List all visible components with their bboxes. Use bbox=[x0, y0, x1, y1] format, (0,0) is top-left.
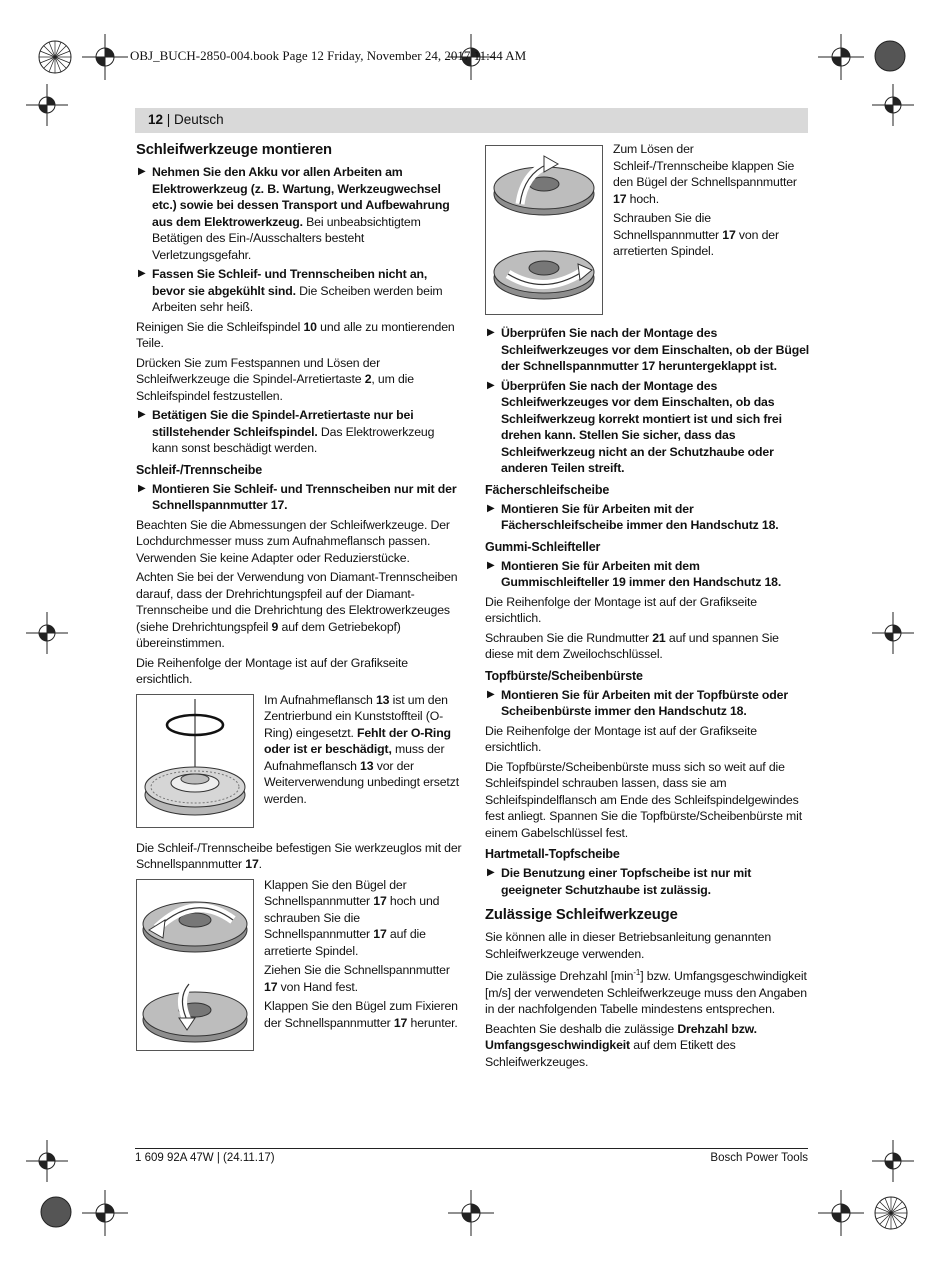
bullet-icon: ▶ bbox=[138, 409, 146, 420]
crosshair-mark-bottom-right bbox=[818, 1190, 864, 1236]
para-tool-free: Die Schleif-/Trennscheibe befestigen Sie werkzeuglos mit der Schnellspannmutter 17. bbox=[136, 840, 462, 871]
bullet-rubber-pad-guard bbox=[485, 558, 810, 591]
bullet-icon: ▶ bbox=[138, 166, 146, 177]
bullet-bold: Überprüfen Sie nach der Montage des Schleifwerkzeuges vor dem Einschalten, ob das Schleifwerkzeug korrekt montiert ist und sich frei drehen kann. Stellen Sie sicher, dass das Schleifwerkzeug nicht an der Schutzhaube oder anderen Teilen streift. bbox=[501, 378, 782, 475]
registration-mark-top-left bbox=[30, 32, 80, 82]
registration-mark-bottom-right bbox=[866, 1188, 916, 1238]
heading-mount-tools: Schleifwerkzeuge montieren bbox=[136, 142, 332, 158]
crosshair-mark-right-lower bbox=[872, 1140, 914, 1182]
crosshair-mark-right-upper bbox=[872, 84, 914, 126]
footer-rule bbox=[135, 1148, 808, 1149]
step-fold-down: Klappen Sie den Bügel zum Fixieren der Schnellspannmutter 17 herunter. bbox=[264, 999, 458, 1030]
para-round-nut: Schrauben Sie die Rundmutter 21 auf und spannen Sie diese mit dem Zweilochschlüssel. bbox=[485, 630, 779, 661]
bullet-check-mounting bbox=[485, 378, 810, 477]
heading-flap-disc: Fächerschleifscheibe bbox=[485, 482, 610, 497]
bullet-bold: Nehmen Sie den Akku vor allen Arbeiten am Elektrowerkzeug (z. B. Wartung, Werkzeugwechsel etc.) sowie bei dessen Transport und Aufbewahrung aus dem Elektrowerkzeug. bbox=[152, 165, 450, 229]
bullet-quick-nut bbox=[136, 481, 462, 514]
footer-brand: Bosch Power Tools bbox=[710, 1152, 808, 1164]
right-column bbox=[485, 141, 810, 1073]
crosshair-mark-left-upper bbox=[26, 84, 68, 126]
bullet-icon: ▶ bbox=[138, 482, 146, 494]
quick-nut-tighten-illustration bbox=[136, 879, 254, 1051]
bullet-bold: Überprüfen Sie nach der Montage des Schleifwerkzeuges vor dem Einschalten, ob der Bügel der Schnellspannmutter 17 heruntergeklappt ist. bbox=[501, 326, 810, 373]
crosshair-mark-top-right bbox=[818, 34, 864, 80]
o-ring-flange-illustration bbox=[136, 694, 254, 828]
bullet-bold: Montieren Sie für Arbeiten mit der Topfbürste oder Scheibenbürste immer den Handschutz 18. bbox=[501, 687, 788, 718]
bullet-rest: Bei unbeabsichtigtem Betätigen des Ein-/Ausschalters besteht Verletzungsgefahr. bbox=[152, 214, 421, 262]
step-unscrew-nut: Schrauben Sie die Schnellspannmutter 17 von der arretierten Spindel. bbox=[613, 211, 779, 258]
step-hand-tighten: Ziehen Sie die Schnellspannmutter 17 von Hand fest. bbox=[264, 963, 450, 994]
para-brush-mounting: Die Topfbürste/Scheibenbürste muss sich so weit auf die Schleifspindel schrauben lassen, dass sie am Schleifspindelflansch am Ende des Schleifspindelgewindes fest anliegt. Spannen Sie die Topfbürste/Scheibenbürste mit einem Gabelschlüssel fest. bbox=[485, 759, 802, 840]
gray-dot-mark-bottom-left bbox=[38, 1194, 74, 1230]
bullet-remove-battery bbox=[136, 164, 462, 263]
o-ring-caption: Im Aufnahmeflansch 13 ist um den Zentrierbund ein Kunststoffteil (O-Ring) eingesetzt. Fehlt der O-Ring oder ist er beschädigt, muss der Aufnahmeflansch 13 vor der Weiterverwendung unbedingt ersetzt werden. bbox=[264, 692, 459, 806]
quick-nut-loosen-illustration bbox=[485, 145, 603, 315]
page-separator: | bbox=[163, 112, 175, 127]
bullet-discs-hot bbox=[136, 266, 462, 316]
footer-doc-number: 1 609 92A 47W | (24.11.17) bbox=[135, 1152, 275, 1164]
crosshair-mark-left-middle bbox=[26, 612, 68, 654]
figure-o-ring bbox=[136, 692, 462, 832]
bullet-bold: Montieren Sie für Arbeiten mit der Fächerschleifscheibe immer den Handschutz 18. bbox=[501, 501, 779, 532]
figure-quick-nut-loosen bbox=[485, 141, 810, 317]
para-sequence: Die Reihenfolge der Montage ist auf der Grafikseite ersichtlich. bbox=[136, 655, 408, 686]
bullet-rest: Das Elektrowerkzeug kann sonst beschädigt werden. bbox=[152, 424, 435, 455]
step-fit-nut: Klappen Sie den Bügel der Schnellspannmutter 17 hoch und schrauben Sie die Schnellspannmutter 17 auf die arretierte Spindel. bbox=[264, 877, 440, 958]
para-check-label: Beachten Sie deshalb die zulässige Drehzahl bzw. Umfangsgeschwindigkeit auf dem Etikett des Schleifwerkzeuges. bbox=[485, 1021, 757, 1069]
quick-nut-loosen-caption bbox=[613, 141, 811, 263]
para-diamond-direction: Achten Sie bei der Verwendung von Diamant-Trennscheiben darauf, dass der Drehrichtungspfeil auf der Diamant-Trennscheibe und die Drehrichtung des Elektrowerkzeuges (siehe Drehrichtungspfeil 9 auf dem Getriebekopf) übereinstimmen. bbox=[136, 570, 458, 650]
bullet-brush-guard bbox=[485, 687, 810, 720]
crosshair-mark-top-left bbox=[82, 34, 128, 80]
heading-allowed-tools: Zulässige Schleifwerkzeuge bbox=[485, 907, 678, 923]
page-number: 12 bbox=[148, 112, 164, 127]
para-sequence-rubber: Die Reihenfolge der Montage ist auf der Grafikseite ersichtlich. bbox=[485, 594, 757, 625]
bullet-check-bracket bbox=[485, 325, 810, 375]
gray-dot-mark-top-right bbox=[872, 38, 908, 74]
left-column bbox=[136, 141, 462, 1060]
quick-nut-tighten-caption bbox=[264, 877, 462, 1035]
para-spindle-lock: Drücken Sie zum Festspannen und Lösen der Schleifwerkzeuge die Spindel-Arretiertaste 2, um die Schleifspindel festzustellen. bbox=[136, 355, 414, 403]
para-sequence-brush: Die Reihenfolge der Montage ist auf der Grafikseite ersichtlich. bbox=[485, 723, 757, 754]
para-speed-requirement: Die zulässige Drehzahl $[\min^{-1}]$ bzw. Umfangsgeschwindigkeit [m/s] der verwendeten Schleifwerkzeuge muss den Angaben in der nachfolgenden Tabelle mindestens entsprechen. bbox=[485, 968, 807, 1017]
bullet-bold: Montieren Sie für Arbeiten mit dem Gummischleifteller 19 immer den Handschutz 18. bbox=[501, 558, 782, 589]
bullet-icon: ▶ bbox=[487, 867, 495, 878]
print-header: OBJ_BUCH-2850-004.book Page 12 Friday, November 24, 2017 11:44 AM bbox=[130, 48, 527, 63]
bullet-rest: Die Scheiben werden beim Arbeiten sehr heiß. bbox=[152, 283, 443, 314]
bullet-carbide-guard bbox=[485, 865, 810, 898]
page-language: Deutsch bbox=[174, 112, 224, 127]
bullet-icon: ▶ bbox=[487, 379, 495, 391]
para-dimensions: Beachten Sie die Abmessungen der Schleifwerkzeuge. Der Lochdurchmesser muss zum Aufnahmeflansch passen. Verwenden Sie keine Adapter oder Reduzierstücke. bbox=[136, 517, 450, 565]
heading-carbide-cup: Hartmetall-Topfscheibe bbox=[485, 847, 620, 861]
bullet-icon: ▶ bbox=[487, 502, 495, 514]
heading-rubber-pad: Gummi-Schleifteller bbox=[485, 539, 601, 554]
bullet-icon: ▶ bbox=[487, 559, 495, 571]
figure-quick-nut-tighten bbox=[136, 877, 462, 1052]
bullet-flap-disc-guard bbox=[485, 501, 810, 534]
crosshair-mark-left-lower bbox=[26, 1140, 68, 1182]
page-header-band bbox=[135, 108, 808, 133]
bullet-lock-standstill bbox=[136, 407, 462, 457]
para-clean-spindle: Reinigen Sie die Schleifspindel 10 und alle zu montierenden Teile. bbox=[136, 319, 455, 350]
crosshair-mark-bottom-left bbox=[82, 1190, 128, 1236]
bullet-icon: ▶ bbox=[487, 327, 495, 338]
heading-disc: Schleif-/Trennscheibe bbox=[136, 462, 263, 477]
bullet-bold: Betätigen Sie die Spindel-Arretiertaste nur bei stillstehender Schleifspindel. bbox=[152, 408, 414, 439]
para-all-tools: Sie können alle in dieser Betriebsanleitung genannten Schleifwerkzeuge verwenden. bbox=[485, 930, 772, 961]
crosshair-mark-right-middle bbox=[872, 612, 914, 654]
crosshair-mark-bottom-center bbox=[448, 1190, 494, 1236]
bullet-bold: Fassen Sie Schleif- und Trennscheiben nicht an, bevor sie abgekühlt sind. bbox=[152, 267, 428, 298]
bullet-bold: Die Benutzung einer Topfscheibe ist nur mit geeigneter Schutzhaube ist zulässig. bbox=[501, 866, 752, 897]
bullet-bold: Montieren Sie Schleif- und Trennscheiben nur mit der Schnellspannmutter 17. bbox=[152, 481, 457, 512]
page-label bbox=[148, 112, 224, 127]
bullet-icon: ▶ bbox=[487, 688, 495, 700]
bullet-icon: ▶ bbox=[138, 268, 146, 279]
heading-wire-brush: Topfbürste/Scheibenbürste bbox=[485, 668, 643, 683]
step-lift-bracket: Zum Lösen der Schleif-/Trennscheibe klappen Sie den Bügel der Schnellspannmutter 17 hoch. bbox=[613, 142, 797, 206]
